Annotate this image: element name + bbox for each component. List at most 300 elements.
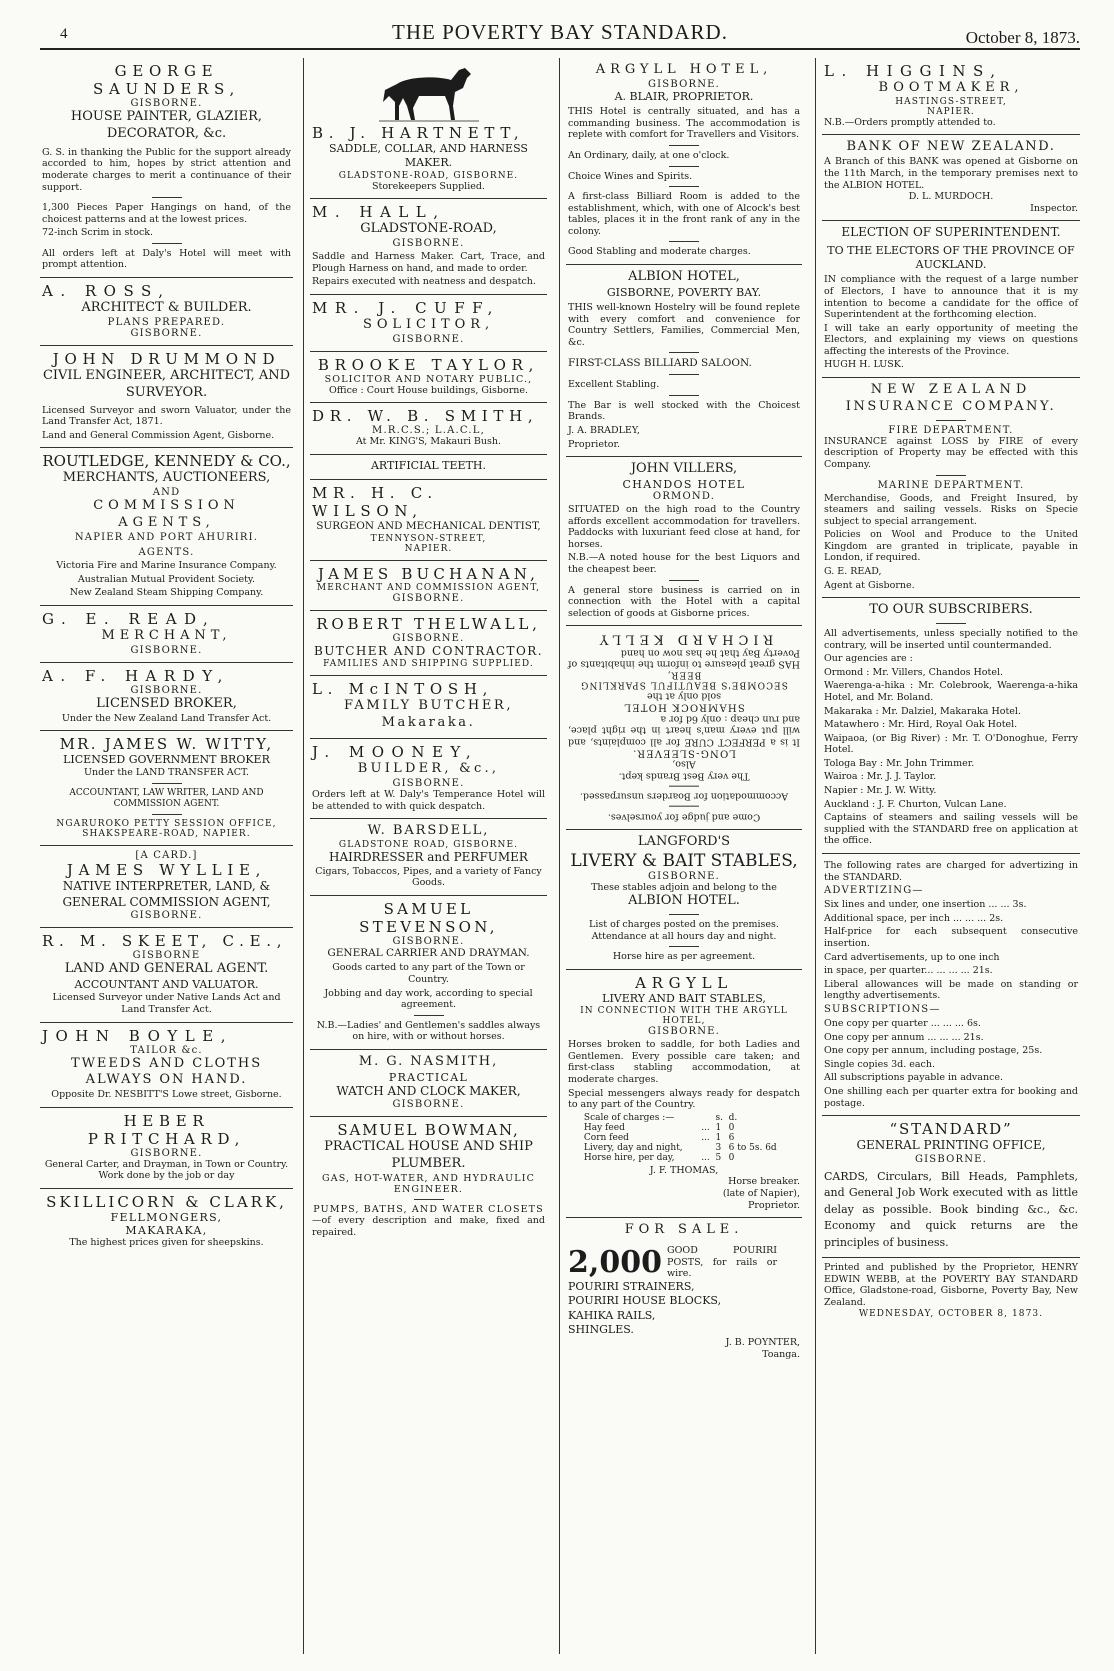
ad-text: Half-price for each subsequent consecutive insertion. (824, 926, 1078, 949)
ad-name: ALBION HOTEL, (628, 268, 740, 284)
ad-place: SHAKSPEARE-ROAD, NAPIER. (82, 828, 251, 839)
ad-text: SITUATED on the high road to the Country affords excellent accommodation for travellers. Paddocks with luxuriant feed close at hand, for horses. (568, 504, 800, 550)
ad-text: Single copies 3d. each. (824, 1058, 936, 1070)
ad-text: A first-class Billiard Room is added to the establishment, which, with one of Alcock's best tables, places it in the front rank of any in the colony. (568, 191, 800, 237)
ad-text: HAS great pleasure to inform the inhabitants of Poverty Bay that he has now on hand (568, 647, 800, 671)
ad-text: Card advertisements, up to one inch (824, 951, 1000, 963)
ad-place: GLADSTONE-ROAD, GISBORNE. (338, 170, 519, 181)
list-item: Matawhero : Mr. Hird, Royal Oak Hotel. (824, 719, 1018, 731)
ad-wyllie (40, 846, 293, 928)
column-3 (559, 58, 802, 1654)
ad-text: NGARUROKO PETTY SESSION OFFICE, (56, 818, 277, 829)
ad-for-sale (566, 1218, 802, 1366)
ad-text: SECOMBE'S BEAUTIFUL SPARKLING BEER, (580, 670, 788, 691)
ad-signature: HUGH H. LUSK. (824, 359, 904, 371)
ad-name: ROBERT THELWALL, (316, 614, 541, 633)
ad-text: These stables adjoin and belong to the (591, 881, 777, 893)
ad-body (568, 106, 800, 258)
ad-text: Land and General Commission Agent, Gisborne. (42, 429, 275, 441)
ad-thelwall (310, 611, 547, 677)
ad-text: PRACTICAL (388, 1070, 469, 1084)
ad-text: Policies on Wool and Produce to the United Kingdom are granted in triplicate, payable in London, if required. (824, 529, 1078, 564)
ad-place: ORMOND. (652, 491, 716, 503)
ad-pritchard (40, 1108, 293, 1189)
ad-place: GISBORNE, POVERTY BAY. (606, 285, 762, 299)
ad-taylor (310, 352, 547, 404)
ad-text: ACCOUNTANT, LAW WRITER, LAND AND COMMISSION AGENT. (69, 788, 264, 809)
ad-text: sold only at the (646, 690, 722, 702)
ad-body (568, 302, 800, 450)
ad-nasmith (310, 1050, 547, 1117)
ad-text: POURIRI STRAINERS, (568, 1279, 695, 1293)
ad-body (42, 405, 291, 442)
ad-text: LONG-SLEEVER. (631, 747, 737, 759)
ad-trade: COMMISSION AGENTS, (93, 498, 240, 531)
ad-text: All advertisements, unless specially notified to the contrary, will be inserted until countermanded. (824, 628, 1078, 651)
ad-text: IN compliance with the request of a large number of Electors, I have to announce that it is my intention to become a candidate for the office of Superintendent at the forthcoming election. (824, 274, 1078, 321)
ad-place: GLADSTONE ROAD, GISBORNE. (338, 840, 519, 851)
ad-subscribers (822, 598, 1080, 854)
ad-place: GISBORNE. (130, 327, 203, 339)
imprint (822, 1258, 1080, 1325)
ad-name: L. McINTOSH, (312, 680, 494, 699)
list-item: Napier : Mr. J. W. Witty. (824, 785, 937, 797)
table-cell: d. (728, 1112, 738, 1123)
list-item: Ormond : Mr. Villers, Chandos Hotel. (824, 666, 1004, 678)
ad-text: Licensed Surveyor under Native Lands Act and Land Transfer Act. (52, 992, 281, 1015)
ad-hall (310, 199, 547, 295)
ad-text: Orders left at W. Daly's Temperance Hotel will be attended to with quick despatch. (312, 789, 545, 812)
ad-trade: PRACTICAL HOUSE AND SHIP PLUMBER. (324, 1139, 533, 1172)
ad-place: GISBORNE. (647, 78, 721, 90)
ad-higgins (822, 58, 1080, 135)
ad-name: NEW ZEALAND (870, 382, 1032, 398)
ad-cuff (310, 295, 547, 352)
ad-text: FIRST-CLASS BILLIARD SALOON. (568, 357, 752, 370)
ad-text: The Bar is well stocked with the Choicest Brands. (568, 399, 800, 423)
ad-name: SKILLICORN & CLARK, (46, 1193, 287, 1212)
ad-text: IN CONNECTION WITH THE ARGYLL HOTEL, (580, 1006, 788, 1027)
ad-text: GOOD POURIRI POSTS, for rails or wire. (667, 1245, 778, 1280)
ad-place: GISBORNE. (392, 632, 465, 644)
ad-name: BANK OF NEW ZEALAND. (846, 139, 1056, 155)
ad-text: General Carter, and Drayman, in Town or Country. (44, 1158, 289, 1170)
ad-text: All subscriptions payable in advance. (824, 1072, 1004, 1084)
ad-name: ARTIFICIAL TEETH. (370, 458, 487, 472)
ad-langford (566, 830, 802, 970)
ad-place: NAPIER. (927, 106, 975, 117)
ad-smith (310, 403, 547, 455)
ad-trade: GENERAL CARRIER AND DRAYMAN. (327, 946, 530, 959)
ad-name: INSURANCE COMPANY. (845, 398, 1057, 414)
ad-trade: LICENSED BROKER, (96, 695, 237, 711)
ad-name: JOHN DRUMMOND (52, 349, 281, 368)
list-item: Auckland : J. F. Churton, Vulcan Lane. (824, 798, 1007, 810)
list-item: Tologa Bay : Mr. John Trimmer. (824, 757, 975, 769)
ad-name: JOHN VILLERS, (630, 461, 738, 477)
ad-text: Licensed Surveyor and sworn Valuator, under the Land Transfer Act, 1871. (42, 404, 291, 428)
ad-name: RICHARD KELLY (594, 632, 774, 648)
ad-trade: FELLMONGERS, (110, 1211, 223, 1225)
ad-barsdell (310, 819, 547, 896)
ad-text: Proprietor. (748, 1199, 800, 1211)
ad-routledge (40, 448, 293, 605)
ad-teeth (310, 455, 547, 480)
ad-place: TENNYSON-STREET, (370, 533, 487, 544)
ad-trade: HAIRDRESSER and PERFUMER (329, 850, 528, 865)
table-row: Horse hire, per day, ... 5 0 (583, 1152, 735, 1163)
ad-text: POURIRI HOUSE BLOCKS, (568, 1294, 722, 1308)
masthead (40, 20, 1080, 50)
ad-place: GISBORNE. (392, 1099, 465, 1111)
ad-text: ALBION HOTEL. (628, 893, 740, 909)
ad-bank (822, 135, 1080, 221)
ad-trade: LICENSED GOVERNMENT BROKER (63, 753, 270, 767)
ad-text: Captains of steamers and sailing vessels will be supplied with the STANDARD free on application at the office. (824, 812, 1078, 847)
ad-text: TO THE ELECTORS OF THE PROVINCE OF AUCKLAND. (827, 243, 1075, 272)
ad-name: J. MOONEY, (312, 743, 479, 762)
ad-name: A. F. HARDY, (42, 666, 230, 685)
ad-text: Cigars, Tobaccos, Pipes, and a variety of Fancy Goods. (315, 865, 542, 889)
ad-name: G. E. READ, (42, 609, 216, 628)
ad-ross (40, 278, 293, 346)
ad-rates (822, 854, 1080, 1116)
ad-name: MR. J. CUFF, (312, 298, 500, 317)
ad-body (42, 560, 291, 599)
ad-text: The very Best Brands kept. (618, 770, 750, 782)
ad-place: Makaraka. (381, 715, 476, 731)
ad-trade: MERCHANT, (101, 627, 232, 643)
ad-hardy (40, 663, 293, 731)
ad-text: GAS, HOT-WATER, AND HYDRAULIC ENGINEER. (321, 1173, 536, 1196)
ad-text: Horses broken to saddle, for both Ladies and Gentlemen. Every possible care taken; and first-class stabling accommodation, at moderate charges. (568, 1039, 800, 1086)
ad-text: Additional space, per inch ... ... ... 2s. (824, 912, 1004, 924)
ad-text: A. BLAIR, PROPRIETOR. (614, 89, 754, 103)
ad-name: ELECTION OF SUPERINTENDENT. (841, 225, 1061, 240)
ad-text: (late of Napier), (722, 1187, 800, 1199)
page-number: 4 (60, 26, 68, 42)
ad-place: GISBORNE. (130, 98, 203, 109)
ad-text: [A CARD.] (135, 849, 198, 861)
ad-text: One copy per annum ... ... ... 21s. (824, 1031, 984, 1043)
ad-trade: MERCHANT AND COMMISSION AGENT, (316, 582, 541, 593)
ad-text: FIRE DEPARTMENT. (888, 424, 1014, 436)
ad-text: A general store business is carried on in connection with the Hotel with a capital selection of goods at Gisborne prices. (568, 584, 800, 619)
ad-skeet (40, 928, 293, 1022)
sale-quantity: 2,000 (568, 1244, 662, 1280)
ad-trade: SOLICITOR, (362, 316, 495, 332)
imprint-date: WEDNESDAY, OCTOBER 8, 1873. (858, 1308, 1044, 1319)
ad-place: GISBORNE. (130, 1147, 203, 1159)
ad-name: ARGYLL (635, 974, 733, 993)
newspaper-page (40, 20, 1080, 1656)
ad-text: Australian Mutual Provident Society. (77, 573, 256, 585)
inverted-block (568, 630, 800, 823)
ad-trade: CHANDOS HOTEL (622, 478, 746, 492)
ad-text: Saddle and Harness Maker. Cart, Trace, and Plough Harness on hand, and made to order. (312, 251, 545, 274)
ad-place: GISBORNE. (392, 238, 465, 250)
ad-trade: FAMILY BUTCHER, (343, 698, 514, 714)
ad-stevenson (310, 896, 547, 1050)
list-item: Waerenga-a-hika : Mr. Colebrook, Waerenga-a-hika Hotel, and Mr. Boland. (824, 680, 1078, 703)
newspaper-title: THE POVERTY BAY STANDARD. (392, 20, 728, 44)
ad-villers (566, 457, 802, 626)
ad-place: GISBORNE. (392, 592, 465, 604)
ad-trade: LIVERY & BAIT STABLES, (570, 850, 798, 871)
ad-text: PUMPS, BATHS, AND WATER CLOSETS (313, 1204, 544, 1216)
ad-trade: GENERAL PRINTING OFFICE, (856, 1138, 1046, 1153)
ad-name: ROUTLEDGE, KENNEDY & CO., (42, 452, 291, 471)
ad-text: New Zealand Steam Shipping Company. (69, 587, 264, 599)
ad-name: “STANDARD” (889, 1120, 1013, 1139)
ad-name: GEORGE SAUNDERS, (93, 62, 240, 98)
table-row: Hay feed ... 1 0 (583, 1122, 735, 1133)
ad-place: GISBORNE. (647, 1026, 721, 1038)
table-cell: Scale of charges :— (583, 1112, 675, 1123)
ad-trade: NATIVE INTERPRETER, LAND, & GENERAL COMMISSION AGENT, (62, 878, 271, 909)
ad-argyll-stables (566, 970, 802, 1218)
ad-text: Proprietor. (568, 438, 620, 450)
ad-text: Storekeepers Supplied. (372, 180, 485, 192)
ad-trade: SOLICITOR AND NOTARY PUBLIC., (324, 373, 533, 385)
ad-hartnett (310, 58, 547, 199)
ad-argyll-hotel (566, 58, 802, 265)
ad-signature: J. A. BRADLEY, (568, 425, 640, 436)
ad-text: SUBSCRIPTIONS— (824, 1003, 941, 1015)
ad-text: Good Stabling and moderate charges. (568, 246, 751, 258)
ad-text: At Mr. KING'S, Makauri Bush. (355, 436, 501, 448)
ad-election (822, 221, 1080, 378)
ad-text: A Branch of this BANK was opened at Gisborne on the 11th March, in the temporary premises next to the ALBION HOTEL. (824, 156, 1078, 191)
ad-place: GISBORNE. (914, 1153, 988, 1165)
ad-text: N.B.—A noted house for the best Liquors and the cheapest beer. (568, 552, 800, 575)
ad-drummond (40, 346, 293, 449)
ad-mcintosh (310, 676, 547, 739)
ad-text: Also, (672, 759, 696, 771)
ad-text: AGENTS. (138, 547, 195, 559)
ad-place: GISBORNE. (392, 333, 465, 345)
ad-name: R. M. SKEET, C.E., (42, 932, 288, 951)
ad-place: NAPIER AND PORT AHURIRI. (74, 532, 259, 544)
ad-text: All orders left at Daly's Hotel will meet with prompt attention. (42, 247, 291, 271)
ad-text: Excellent Stabling. (568, 379, 660, 391)
ad-text: Our agencies are : (824, 653, 913, 665)
ad-name: M. G. NASMITH, (358, 1053, 499, 1069)
ad-text: List of charges posted on the premises. (589, 919, 779, 931)
ad-text: N.B.—Orders promptly attended to. (824, 116, 996, 128)
ad-skillicorn (40, 1189, 293, 1255)
ad-text: Horse hire as per agreement. (612, 951, 756, 963)
ad-place: GISBORNE. (130, 910, 203, 922)
column-2 (303, 58, 547, 1654)
ad-place: GISBORNE. (130, 684, 203, 696)
ad-trade: BUILDER, &c., (357, 761, 500, 777)
ad-kelly-inverted (566, 626, 802, 830)
ad-body (568, 1039, 800, 1110)
ad-text: TWEEDS AND CLOTHS ALWAYS ON HAND. (70, 1055, 263, 1088)
ad-text: SHAMROCK HOTEL (623, 701, 745, 713)
ad-text: Choice Wines and Spirits. (568, 170, 693, 182)
ad-text: Special messengers always ready for despatch to any part of the Country. (568, 1087, 800, 1111)
ad-name: HEBER PRITCHARD, (87, 1111, 246, 1148)
ad-name: B. J. HARTNETT, (312, 124, 525, 142)
ad-text: Horse breaker. (728, 1176, 800, 1188)
ad-text: Liberal allowances will be made on standing or lengthy advertisements. (824, 978, 1078, 1002)
ad-text: KAHIKA RAILS, (568, 1308, 656, 1322)
ad-witty (40, 731, 293, 846)
ad-name: L. HIGGINS, (824, 62, 1003, 80)
ad-boyle (40, 1023, 293, 1108)
column-4 (815, 58, 1080, 1654)
ad-signature: J. F. THOMAS, (649, 1164, 719, 1176)
ad-name: MR. H. C. WILSON, (312, 484, 438, 521)
ad-text: Attendance at all hours day and night. (591, 930, 777, 942)
ad-place: GISBORNE. (130, 644, 203, 656)
ad-body (824, 274, 1078, 371)
columns (40, 58, 1080, 1654)
ad-body (42, 147, 291, 271)
ad-text: G. S. in thanking the Public for the support already accorded to him, hopes by strict attention and moderate charges to merit a continuance of their support. (42, 146, 291, 193)
ad-text: Under the LAND TRANSFER ACT. (83, 767, 250, 779)
ad-text: The highest prices given for sheepskins. (69, 1237, 264, 1249)
ad-name: BROOKE TAYLOR, (317, 355, 540, 374)
ad-text: Merchandise, Goods, and Freight Insured, by steamers and sailing vessels. Risks on Specie subject to special arrangement. (824, 492, 1078, 527)
ad-text: THIS Hotel is centrally situated, and has a commanding business. The accommodation is replete with comfort for Travellers and Visitors. (568, 106, 800, 141)
ad-trade: BOOTMAKER, (878, 80, 1024, 95)
ad-name: A. ROSS, (42, 281, 171, 300)
table-cell: s. (715, 1112, 724, 1123)
ad-name: DR. W. B. SMITH, (312, 407, 539, 426)
ad-trade: CIVIL ENGINEER, ARCHITECT, AND SURVEYOR. (42, 367, 291, 400)
ad-text: Inspector. (1030, 202, 1078, 214)
horse-illustration (379, 62, 479, 124)
ad-text: Agent at Gisborne. (824, 579, 915, 591)
ad-saunders (40, 58, 293, 278)
ad-text: One shilling each per quarter extra for booking and postage. (824, 1085, 1078, 1109)
list-item: Waipaoa, (or Big River) : Mr. T. O'Donoghue, Ferry Hotel. (824, 732, 1078, 756)
ad-text: The following rates are charged for advertizing in the STANDARD. (824, 859, 1078, 883)
ad-name: LANGFORD'S (637, 833, 731, 849)
ad-trade: HOUSE PAINTER, GLAZIER, DECORATOR, &c. (70, 109, 263, 141)
ad-text: Office : Court House buildings, Gisborne. (329, 384, 528, 396)
ad-trade: BUTCHER AND CONTRACTOR. (313, 643, 543, 658)
ad-text: Repairs executed with neatness and despatch. (312, 276, 536, 288)
ad-text: Six lines and under, one insertion ... ... 3s. (824, 899, 1027, 911)
ad-body (312, 962, 545, 1042)
ad-text: SHINGLES. (568, 1322, 634, 1336)
ad-text: ACCOUNTANT AND VALUATOR. (74, 978, 259, 992)
ad-trade: LAND AND GENERAL AGENT. (64, 961, 269, 977)
ad-trade: MERCHANTS, AUCTIONEERS, (62, 470, 271, 486)
ad-read (40, 606, 293, 663)
ad-bowman (310, 1117, 547, 1244)
ad-text: N.B.—Ladies' and Gentlemen's saddles always on hire, with or without horses. (316, 1019, 541, 1043)
ad-signature: J. B. POYNTER, (725, 1337, 800, 1349)
ad-text: 1,300 Pieces Paper Hangings on hand, of the choicest patterns and at the lowest prices. (42, 202, 291, 225)
ad-text: One copy per quarter ... ... ... 6s. (824, 1018, 981, 1030)
issue-date: October 8, 1873. (965, 28, 1080, 47)
ad-place: NAPIER. (404, 543, 453, 554)
ad-body (312, 251, 545, 288)
ad-text: Opposite Dr. NESBITT'S Lowe street, Gisborne. (51, 1089, 282, 1101)
ad-text: in space, per quarter... ... ... ... 21s. (824, 965, 993, 977)
ad-text: I will take an early opportunity of meeting the Electors, and explaining my views on questions affecting the interests of the Province. (824, 322, 1078, 357)
ad-place: HASTINGS-STREET, (895, 96, 1007, 107)
ad-nz-insurance (822, 378, 1080, 598)
ad-body (568, 504, 800, 619)
ad-text: FAMILIES AND SHIPPING SUPPLIED. (323, 659, 534, 670)
list-item: Wairoa : Mr. J. J. Taylor. (824, 771, 937, 783)
ad-name: SAMUEL STEVENSON, (359, 899, 498, 936)
ad-name: TO OUR SUBSCRIBERS. (869, 602, 1033, 618)
ad-place: GLADSTONE-ROAD, (360, 221, 497, 237)
ad-text: Under the New Zealand Land Transfer Act. (61, 712, 272, 724)
ad-text: Toanga. (762, 1348, 800, 1360)
ad-body (824, 493, 1078, 592)
ad-buchanan (310, 561, 547, 611)
table-row: Corn feed ... 1 6 (583, 1132, 735, 1143)
ad-signature: D. L. MURDOCH. (908, 191, 994, 203)
ad-text: CARDS, Circulars, Bill Heads, Pamphlets, and General Job Work executed with as little delay as possible. Book binding &c., &c. Economy and quick returns are the principles of business. (824, 1169, 1078, 1249)
ad-place: GISBORNE. (647, 870, 721, 882)
ad-name: W. BARSDELL, (367, 823, 490, 839)
ad-trade: LIVERY AND BAIT STABLES, (602, 992, 766, 1006)
ad-text: One copy per annum, including postage, 25s. (824, 1045, 1043, 1057)
ad-name: FOR SALE. (624, 1222, 744, 1238)
ad-text: Accommodation for Boarders unsurpassed. (579, 791, 789, 803)
charges-table (582, 1113, 786, 1163)
ad-body (824, 628, 1078, 847)
ad-text: It is a PERFECT CURE for all complaints, and will put every man's heart in the right place, and run cheap : only 6d for a (568, 713, 800, 748)
ad-name: SAMUEL BOWMAN, (337, 1121, 520, 1140)
ad-trade: SURGEON AND MECHANICAL DENTIST, (316, 520, 541, 533)
ad-albion-hotel (566, 265, 802, 457)
ad-text: Goods carted to any part of the Town or Country. (332, 962, 525, 986)
ad-text: 72-inch Scrim in stock. (42, 227, 154, 239)
ad-place: GISBORNE. (392, 778, 465, 790)
ad-name: MR. JAMES W. WITTY, (59, 735, 274, 754)
ad-wilson (310, 480, 547, 561)
imprint-text: Printed and published by the Proprietor, HENRY EDWIN WEBB, at the POVERTY BAY STANDARD Office, Gladstone-road, Gisborne, Poverty Bay, New Zealand. (824, 1262, 1078, 1308)
ad-place: MAKARAKA, (125, 1224, 208, 1238)
ad-name: M. HALL, (312, 203, 446, 222)
ad-trade: WATCH AND CLOCK MAKER, (336, 1083, 521, 1098)
ad-text: INSURANCE against LOSS by FIRE of every description of Property may be effected with this Company. (824, 435, 1078, 470)
ad-text: MARINE DEPARTMENT. (877, 479, 1025, 491)
ad-text: AND (152, 487, 181, 499)
ad-body (824, 860, 1078, 1109)
ad-printing-office (822, 1116, 1080, 1258)
ad-place: GISBORNE. (392, 935, 465, 947)
ad-mooney (310, 739, 547, 819)
ad-trade: SADDLE, COLLAR, AND HARNESS MAKER. (329, 142, 528, 170)
ad-text: Come and judge for yourselves. (607, 811, 761, 823)
ad-text: An Ordinary, daily, at one o'clock. (568, 149, 730, 161)
ad-text: M.R.C.S.; L.A.C.L, (372, 425, 485, 437)
ad-text: Victoria Fire and Marine Insurance Company. (56, 560, 277, 572)
ad-text: —of every description and make, fixed and repaired. (312, 1215, 545, 1238)
ad-text: THIS well-known Hostelry will be found replete with every comfort and convenience for Country Settlers, Families, Commercial Men, &c. (568, 302, 800, 348)
ad-name: JAMES BUCHANAN, (317, 564, 540, 583)
ad-trade: TAILOR &c. (130, 1044, 203, 1056)
column-1 (40, 58, 293, 1654)
ad-place: GISBORNE (132, 950, 201, 962)
table-row: Livery, day and night, 3 6 to 5s. 6d (583, 1142, 777, 1153)
ad-text: Work done by the job or day (98, 1170, 235, 1182)
ad-signature: G. E. READ, (824, 566, 882, 578)
sale-lead (568, 1245, 800, 1280)
list-item: Makaraka : Mr. Dalziel, Makaraka Hotel. (824, 705, 1021, 717)
